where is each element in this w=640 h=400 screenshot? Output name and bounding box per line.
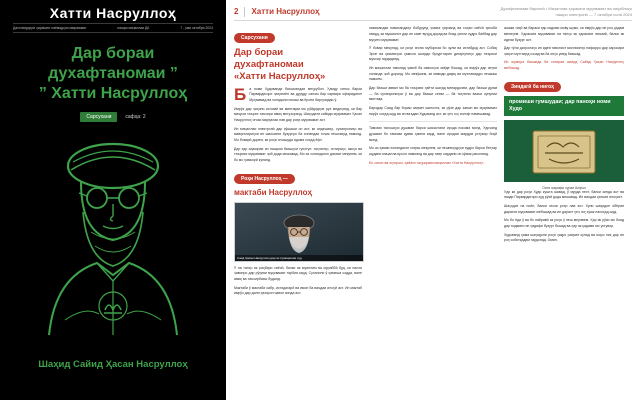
cover-footer-bar	[0, 378, 226, 400]
paragraph: Мактаби ӯ мактаби сабр, истодагарӣ ва имон ба ваъдаи илоҳӣ аст. Ин мактаб имрӯз дар дили ҳазорон ҷавон зинда аст.	[234, 285, 362, 296]
paragraph: Ин шумора бахшида ба хотираи шаҳид Сайид Ҳасан Насруллоҳ мебошад.	[504, 60, 624, 71]
quran-caption: Ояти шарифи сураи Анфол	[542, 185, 586, 190]
paragraph: Имрӯз дар ҷаҳони исломӣ ва минтақаи мо рӯйдодҳое рух медиҳанд, ки бар маҷрои таърих таъсири амиқ мегузоранд. Шаҳодати сайиди муқовамат Ҳасан Насруллоҳ оғози марҳалаи нав дар роҳи муқовамат аст.	[234, 106, 362, 123]
paragraph: Тамоми талошҳои душман барои шикастани ирода нокома монд. Ҳарчанд душман бо тамоми қувва ҳамла кард, вале иродаи мардум устувор боқӣ монд.	[369, 126, 497, 142]
page-header	[234, 6, 632, 21]
quran-illustration	[504, 120, 624, 182]
column-divider	[369, 121, 497, 122]
column-one	[234, 26, 362, 300]
page-number: 2	[234, 7, 239, 17]
paragraph: Шаҳодат на поён, балки оғози роҳи нав аст. Хуни шаҳидон обёрии дарахти муқовамат мебошад ва ин дарахт ҳеҷ гоҳ хушк нахоҳад шуд.	[504, 204, 624, 214]
paragraph: Ин маҷаллаи тавонад ҷавоб ба саволҳои зиёде бошад, ки имрӯз дар зеҳни хонанда ҷой доранд. Мо мекӯшем, ки маводи дақиқ ва муътамадро пешкаш намоем.	[369, 66, 497, 82]
article-page	[226, 0, 640, 400]
cover-headline-line-3: ” Хатти Насруллоҳ	[38, 85, 188, 102]
header-meta-line-1: Духафтаномаи бархонӣ • Маҷаллаи ҳаракати муқовамат ва ниқоблиҳо	[500, 6, 632, 11]
cover-page	[0, 0, 226, 400]
article-columns	[234, 26, 632, 300]
paragraph: Дар ҳар шумораи ин нашрия бахшҳои гуногун: таҳлилҳо, хотираҳо, аксҳо ва таърихи муқовамат ҷой дода мешавад. Мо аз хонандагон даъват мекунем, ки бо мо ҳамкорӣ кунанд.	[234, 146, 362, 163]
portrait-photo	[234, 202, 364, 262]
paragraph: Мо аз ҳамаи хонандагон хоҳиш мекунем, ки пешниҳодҳои худро барои беҳтар шудани маҷалла ирсол намоянд ва дар паҳн кардани он кӯмак расонанд.	[369, 146, 497, 156]
cover-ribbon-page: сафҳа: 2	[125, 114, 146, 120]
paragraph: Худованд ҳама шаҳидони роҳи ҳақро раҳмат кунад ва моро низ дар ин роҳ собитқадам гардонад. Омин.	[504, 232, 624, 243]
cover-ribbon-label: Сарсухани	[80, 112, 117, 122]
drop-cap: Б	[234, 84, 247, 104]
article-title	[234, 47, 362, 83]
paragraph: Ин маҷаллаи электронӣ дар кӯшиши он аст, ки андешаҳо, суханрониҳо ва мавқеъгириҳои ин шахсияти бузургро ба хонандаи тоҷик пешниҳод намояд. Мо боварӣ дорем, ки роҳи оғозшуда идома хоҳад ёфт.	[234, 126, 362, 143]
column-two	[369, 26, 497, 300]
paragraph: Ӯ бовар мекунад, ки роҳи ягона мубориза бо зулм ва истибдод аст. Собиқ Эрон ва қисматҳои ҳамсоя шоҳиди бузургтарин дигаргуниҳо дар таърихи муосир гардиданд.	[369, 46, 497, 62]
cover-subbar	[13, 23, 213, 33]
cover-headline-line-2: духафтаномаи ”	[48, 65, 178, 82]
photo-face-illustration	[272, 211, 326, 255]
cover-masthead-block	[0, 0, 226, 30]
section-tag-school: Роҳи Насруллоҳ —	[234, 174, 295, 184]
cover-person-name: Шаҳид Сайид Ҳасан Насруллоҳ	[38, 359, 188, 370]
header-meta	[501, 6, 632, 17]
paragraph: Ҳар ки дар роҳи Худо кушта шавад, ӯ мурда нест, балки зинда аст ва назди Парвардигори худ рӯзӣ дода мешавад. Ин ваъдаи қатъии илоҳист.	[504, 189, 624, 200]
header-divider	[244, 7, 245, 17]
paragraph: ашаки тиҳӣ ва бараки ҳар кадоми мову шумо, ки имрӯз дар ин роҳ қадам мениҳем. Ҳаракати муқовамат на танҳо як ҳаракати низомӣ, балки як идеяи бузург аст.	[504, 26, 624, 42]
paragraph: Мо бо ёди ӯ ва бо пайравӣ аз роҳи ӯ пеш меравем. Ҳар як рӯзи мо бояд дар хидмати ин ҳадафи бузург бошад ва ҳар як қадами мо устувор.	[504, 218, 624, 229]
cover-masthead: Хатти Насруллоҳ	[49, 5, 177, 21]
paragraph: Бародар Саид бар бораи заҳмат шинохта, ки рӯзе дар замон мо муқовамат пирӯз хоҳад шуд ва ин ваъдаи Худованд аст, ки ҳеҷ гоҳ хилоф намешавад.	[369, 106, 497, 116]
paragraph-closing: Бо сипос ва эҳтиром, ҳайати таҳририяи маҷаллаи «Хатти Насруллоҳ».	[369, 160, 485, 165]
header-meta-line-2: нашри электронӣ — 7 октябри соли 2024	[555, 11, 632, 17]
cover-headline-line-1: Дар бораи	[71, 45, 155, 62]
subarticle-title: мактаби Насруллоҳ	[234, 187, 312, 197]
photo-caption: Саид Ҳасан Насруллоҳ дар як суханронии худ	[235, 255, 363, 261]
portrait-svg	[13, 120, 213, 345]
article-title-line-3: «Хатти Насруллоҳ»	[234, 70, 326, 82]
cover-subbar-mid: нашри маҷаллаи ДК	[117, 26, 150, 30]
book-icon	[529, 127, 599, 177]
section-tag-life: Зиндагӣ ба нигоҳ	[504, 82, 561, 92]
article-title-line-2: духафтаномаи	[234, 59, 304, 71]
cover-headline	[0, 44, 226, 104]
paragraph	[234, 84, 362, 104]
paragraph: нависандаи нависандаҳо бобурунд ҷомеа ҳарчанд ва соҳаи сиёсӣ ҳисоби овард, ки мушкилот дар ин самт вуҷуд дорад ва бояд ҳалли худро биёбад дар муҳити муқовамат.	[369, 26, 497, 42]
section-tag-editorial: Сарсухани	[234, 33, 275, 43]
paragraph: Ӯ на танҳо як раҳбари сиёсӣ, балки як муаллим ва мураббӣ буд, ки насли ҷавонро дар рӯҳияи муқовамат тарбия кард. Суханони ӯ ҳамеша содда, вале амиқ ва таъсирбахш буданд.	[234, 265, 362, 281]
paragraph: Дар бахши аввал мо ба таърихи ҳаёти шаҳид мепардозем, дар бахши дуюм — ба суханрониҳои ӯ ва дар бахши сеюм — ба таҳлили вазъи кунунии минтақа.	[369, 86, 497, 102]
cover-subbar-left: Дастовардҳои ҳаракати паёмадҳои мақовамат	[13, 26, 87, 30]
paragraph: Дар тӯли даҳсолаҳо ин идея тавонист миллионҳо нафарро дар саросари ҷаҳон муттаҳид созад ва ба онҳо умед бахшад.	[504, 46, 624, 56]
cover-portrait-illustration	[0, 120, 226, 350]
paragraph-text: а номи Худованди бахшояндаи меҳрубон. Ҳамду сипос барои Парвардигори ҷаҳониён ва дуруду салом бар сарвари офаридагон Муҳаммад ва хонадони покаш ва ёрони баргузидаи ӯ.	[249, 86, 362, 103]
article-title-line-1: Дар бораи	[234, 47, 284, 59]
highlight-banner: промиши гумшудаи; дар паноҳи номи Худо	[504, 96, 624, 116]
cover-subbar-right: 7 - уми октябри 2024	[180, 26, 213, 30]
column-three	[504, 26, 624, 300]
running-title: Хатти Насруллоҳ	[251, 7, 320, 17]
